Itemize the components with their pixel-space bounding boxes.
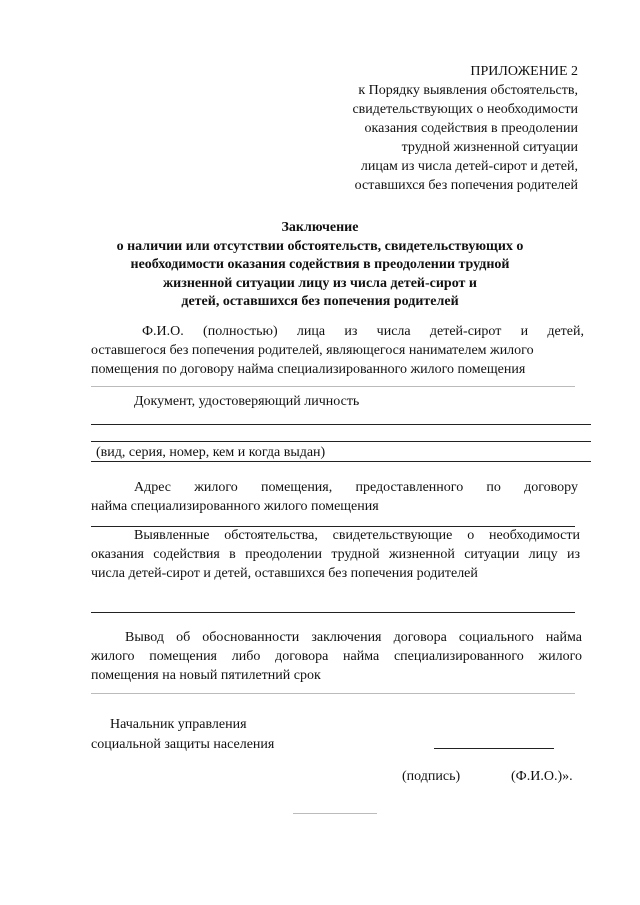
- document-hint: (вид, серия, номер, кем и когда выдан): [96, 445, 326, 460]
- heading-line: жизненной ситуации лицу из числа детей-сирот и: [163, 275, 477, 291]
- appendix-caption: [352, 81, 578, 195]
- document-label: Документ, удостоверяющий личность: [134, 394, 360, 409]
- address-line: Адрес жилого помещения, предоставленного по договору: [134, 480, 578, 495]
- conclusion-line: помещения на новый пятилетний срок: [91, 668, 321, 683]
- appendix-line: лицам из числа детей-сирот и детей,: [360, 159, 578, 174]
- closing-separator: [293, 813, 377, 814]
- signature-fill-line: [434, 748, 554, 749]
- address-line: найма специализированного жилого помещения: [91, 499, 379, 514]
- signatory-position: социальной защиты населения: [91, 737, 275, 752]
- name-caption: (Ф.И.О.)».: [511, 769, 573, 784]
- heading-line: необходимости оказания содействия в преодолении трудной: [130, 257, 510, 272]
- conclusion-line: жилого помещения либо договора найма специализированного жилого: [91, 649, 582, 664]
- fio-line: Ф.И.О. (полностью) лица из числа детей-сирот и детей,: [142, 324, 584, 339]
- signatory-position: Начальник управления: [110, 717, 247, 732]
- heading-line: детей, оставшихся без попечения родителей: [181, 294, 459, 309]
- document-fill-line: [91, 424, 591, 425]
- circumstances-line: числа детей-сирот и детей, оставшихся без попечения родителей: [91, 566, 478, 581]
- appendix-line: к Порядку выявления обстоятельств,: [358, 83, 578, 98]
- circumstances-fill-line: [91, 612, 575, 613]
- document-heading: [60, 219, 580, 312]
- circumstances-line: оказания содействия в преодолении трудной жизненной ситуации лицу из: [91, 547, 580, 562]
- appendix-line: оставшихся без попечения родителей: [354, 178, 578, 193]
- document-fill-line: [91, 461, 591, 462]
- fio-line: оставшегося без попечения родителей, являющегося нанимателем жилого: [91, 343, 534, 358]
- appendix-line: оказания содействия в преодолении: [364, 121, 578, 136]
- appendix-title: ПРИЛОЖЕНИЕ 2: [470, 64, 578, 79]
- fio-line: помещения по договору найма специализированного жилого помещения: [91, 362, 526, 377]
- circumstances-line: Выявленные обстоятельства, свидетельствующие о необходимости: [134, 528, 580, 543]
- appendix-line: свидетельствующих о необходимости: [352, 102, 578, 117]
- document-fill-line: [91, 441, 591, 442]
- heading-title: Заключение: [281, 220, 359, 235]
- conclusion-fill-line: [91, 693, 575, 694]
- appendix-line: трудной жизненной ситуации: [401, 140, 578, 155]
- conclusion-line: Вывод об обоснованности заключения договора социального найма: [125, 630, 582, 645]
- fio-fill-line: [91, 386, 575, 387]
- signature-caption: (подпись): [402, 769, 461, 784]
- heading-line: о наличии или отсутствии обстоятельств, свидетельствующих о: [116, 238, 524, 254]
